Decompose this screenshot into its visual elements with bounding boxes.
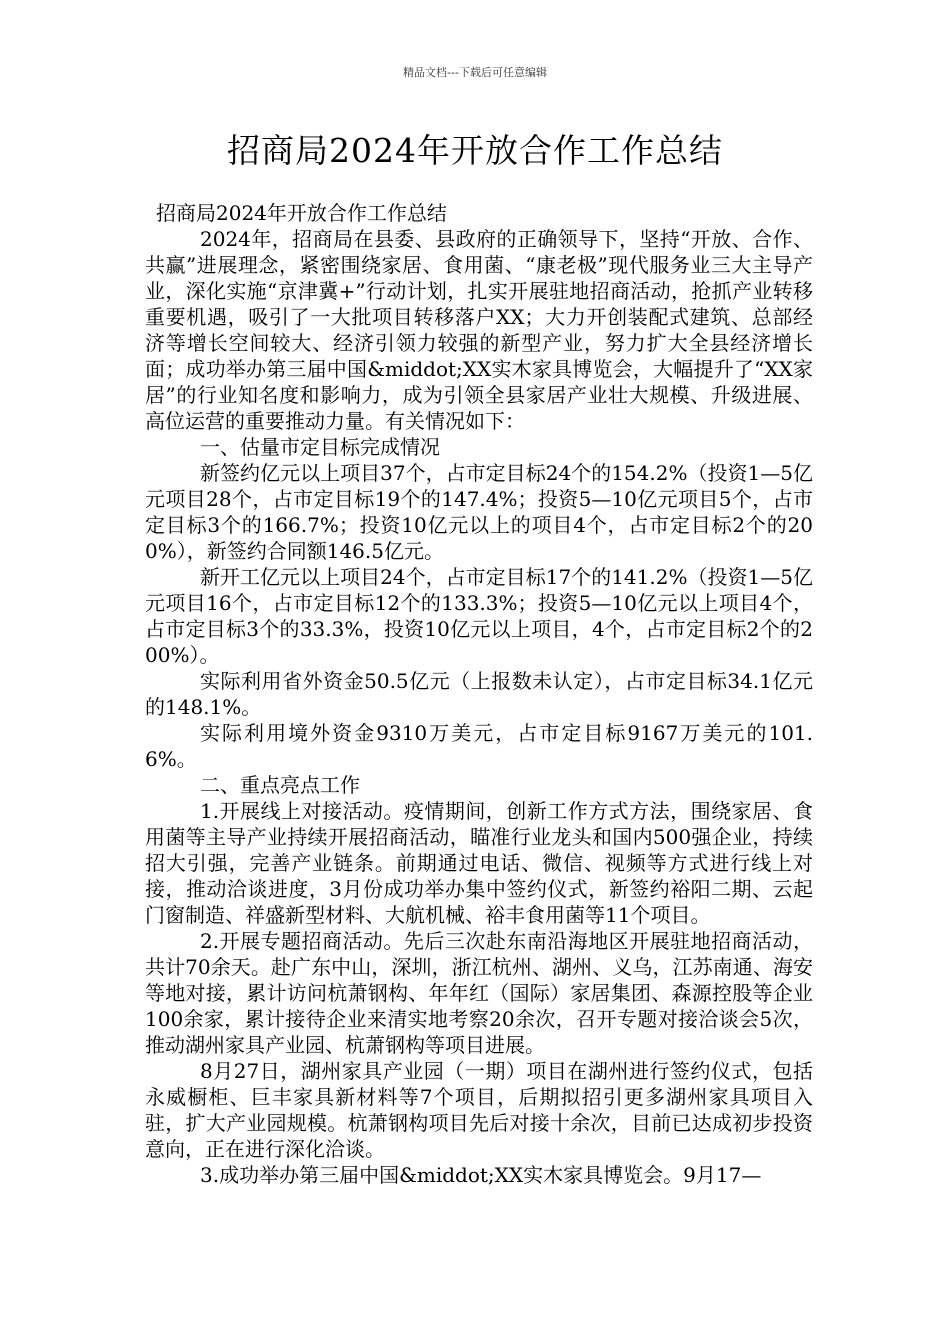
paragraph-signed-projects: 新签约亿元以上项目37个，占市定目标24个的154.2%（投资1—5亿元项目28个，占市定目标19个的147.4%；投资5—10亿元项目5个，占市定目标3个的166.7%；投资10亿元以上的项目4个，占市定目标2个的200%），新签约合同额146.5亿元。 [145,461,813,563]
section-heading-2: 二、重点亮点工作 [200,773,360,797]
paragraph-domestic-funds: 实际利用省外资金50.5亿元（上报数未认定），占市定目标34.1亿元的148.1%。 [145,669,813,719]
paragraph-intro: 2024年，招商局在县委、县政府的正确领导下，坚持“开放、合作、共赢”进展理念，紧密围绕家居、食用菌、“康老极”现代服务业三大主导产业，深化实施“京津冀+”行动计划，扎实开展驻地招商活动，抢抓产业转移重要机遇，吸引了一大批项目转移落户XX；大力开创装配式建筑、总部经济等增长空间较大、经济引领力较强的新型产业，努力扩大全县经济增长面；成功举办第三届中国&middot;XX实木家具博览会，大幅提升了“XX家居”的行业知名度和影响力，成为引领全县家居产业壮大规模、升级进展、高位运营的重要推动力量。有关情况如下： [145,227,813,433]
paragraph-foreign-funds: 实际利用境外资金9310万美元，占市定目标9167万美元的101.6%。 [145,721,813,771]
paragraph-item-3: 3.成功举办第三届中国&middot;XX实木家具博览会。9月17— [200,1163,762,1187]
paragraph-started-projects: 新开工亿元以上项目24个，占市定目标17个的141.2%（投资1—5亿元项目16个，占市定目标12个的133.3%；投资5—10亿元以上项目4个，占市定目标3个的33.3%，投资10亿元以上项目，4个，占市定目标2个的200%）。 [145,565,813,667]
section-heading-1: 一、估量市定目标完成情况 [200,435,440,459]
header-note: 精品文档---下载后可任意编辑 [403,66,547,79]
paragraph-item-2-continued: 8月27日，湖州家具产业园（一期）项目在湖州进行签约仪式，包括永威橱柜、巨丰家具新材料等7个项目，后期拟招引更多湖州家具项目入驻，扩大产业园规模。杭萧钢构项目先后对接十余次，目前已达成初步投资意向，正在进行深化洽谈。 [145,1059,813,1161]
document-body [145,200,813,1188]
paragraph-item-2: 2.开展专题招商活动。先后三次赴东南沿海地区开展驻地招商活动，共计70余天。赴广东中山，深圳，浙江杭州、湖州、义乌，江苏南通、海安等地对接，累计访问杭萧钢构、年年红（国际）家居集团、森源控股等企业100余家，累计接待企业来清实地考察20余次，召开专题对接洽谈会5次，推动湖州家具产业园、杭萧钢构等项目进展。 [145,929,813,1057]
paragraph-item-1: 1.开展线上对接活动。疫情期间，创新工作方式方法，围绕家居、食用菌等主导产业持续开展招商活动，瞄准行业龙头和国内500强企业，持续招大引强，完善产业链条。前期通过电话、微信、视频等方式进行线上对接，推动洽谈进度，3月份成功举办集中签约仪式，新签约裕阳二期、云起门窗制造、祥盛新型材料、大航机械、裕丰食用菌等11个项目。 [145,799,813,927]
document-title: 招商局2024年开放合作工作总结 [227,131,723,170]
document-subtitle: 招商局2024年开放合作工作总结 [156,201,447,225]
